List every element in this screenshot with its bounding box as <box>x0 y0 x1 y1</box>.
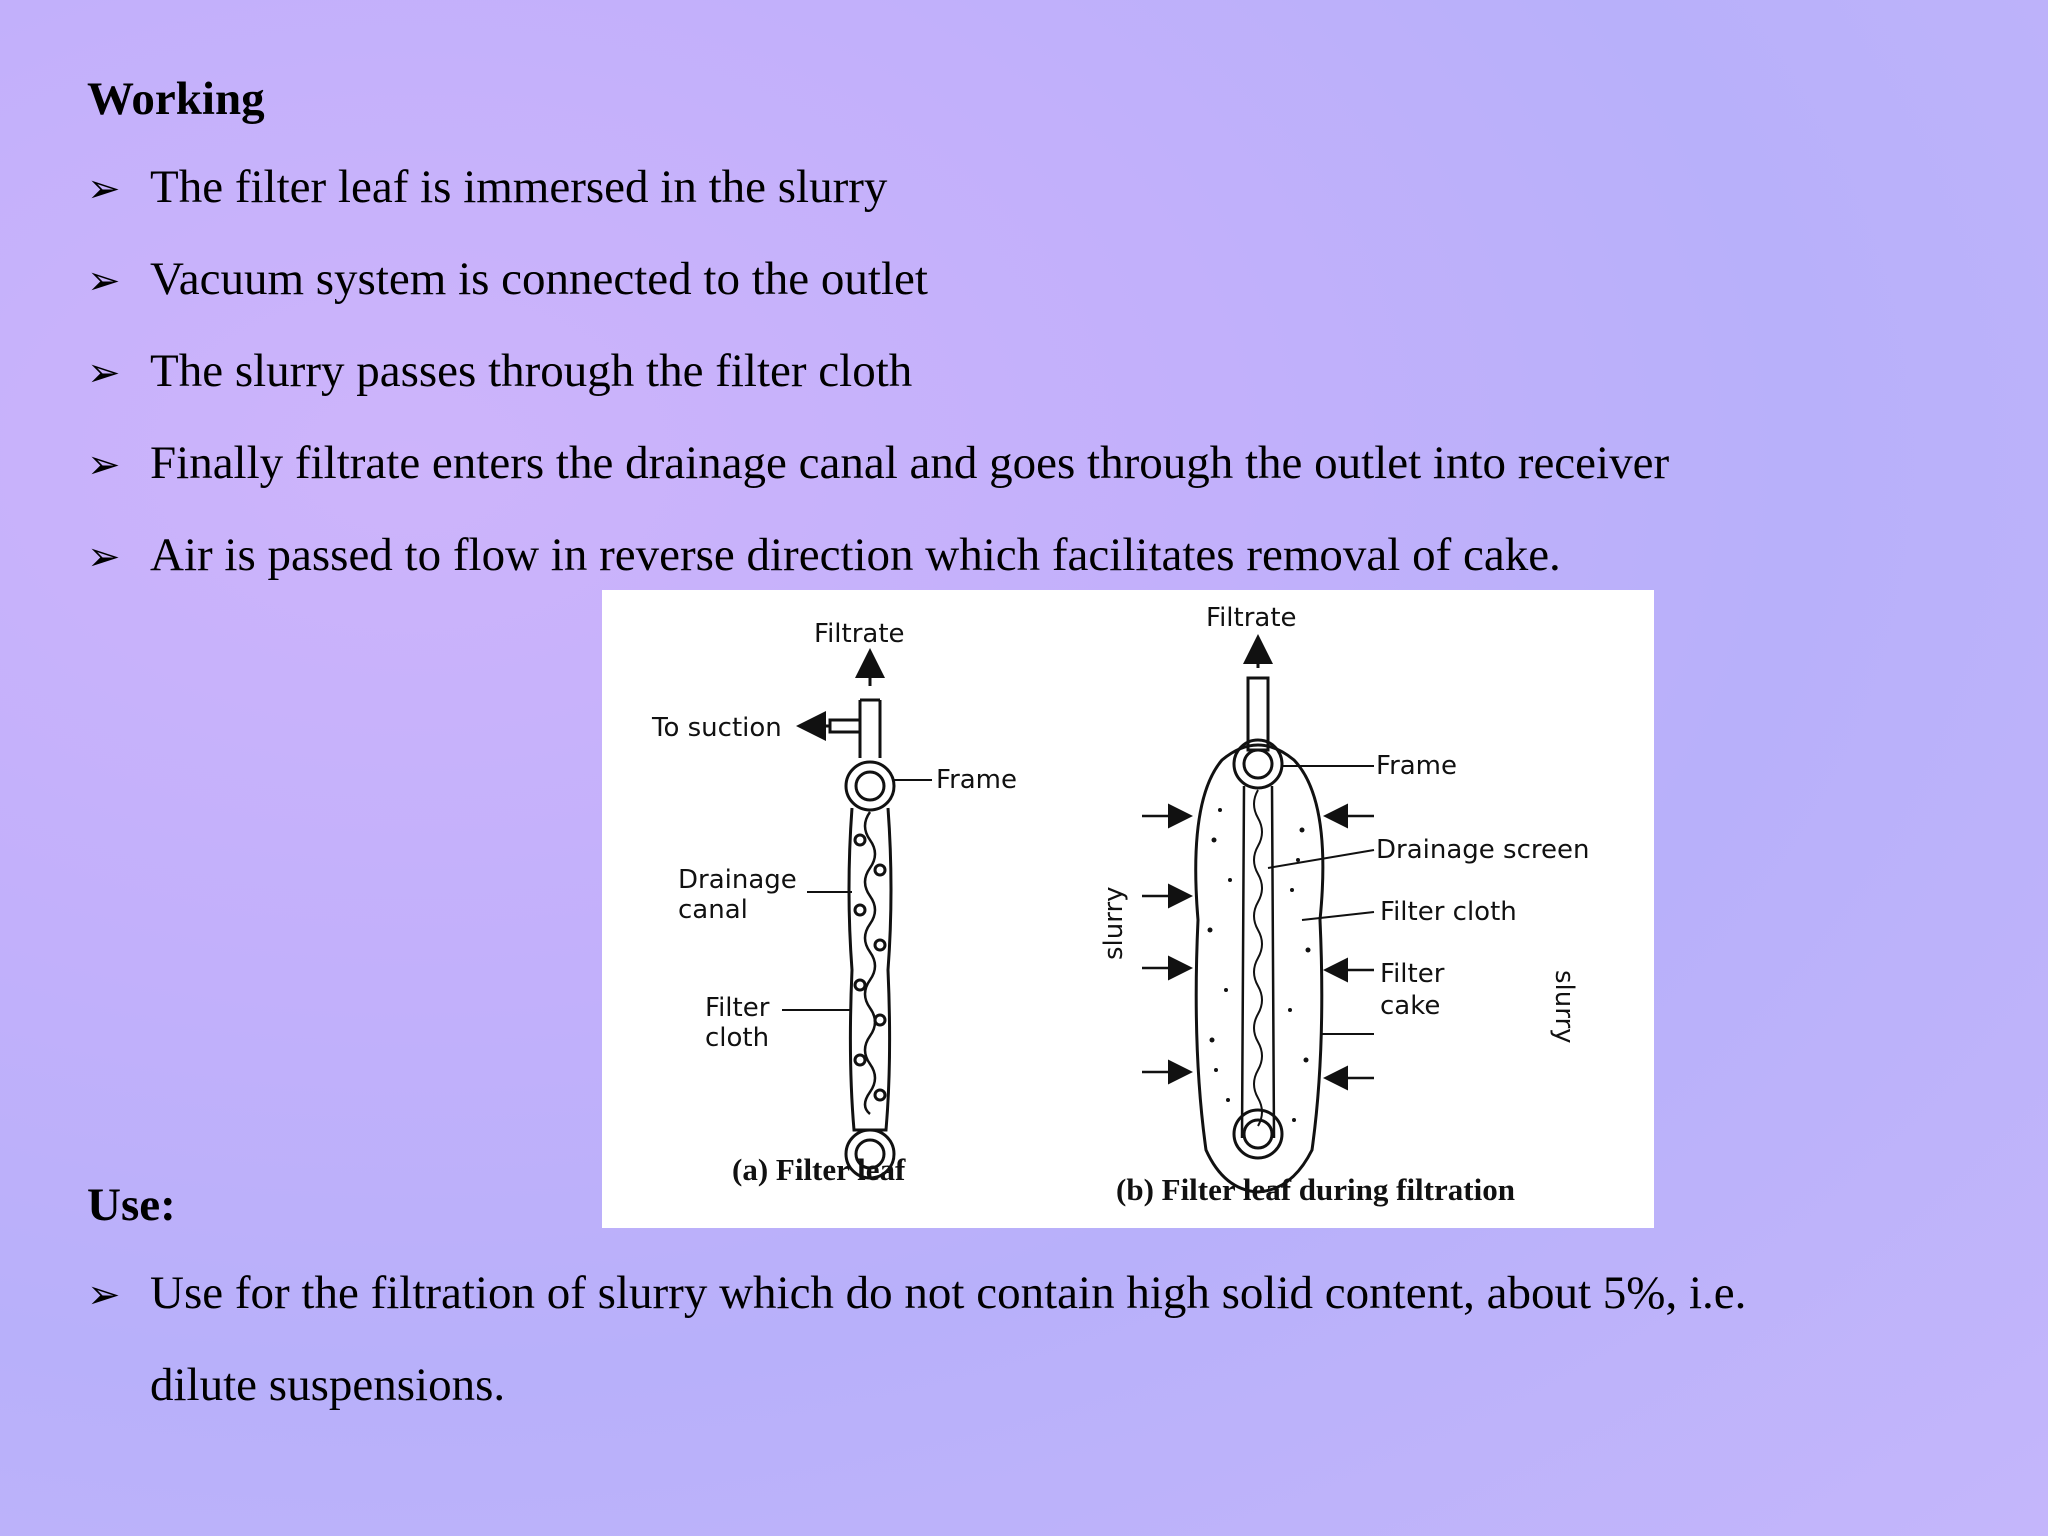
bullet-item <box>87 1267 1747 1431</box>
working-heading: Working <box>87 73 265 125</box>
arrowhead-bullet-icon: ➢ <box>87 534 121 579</box>
bullet-item <box>87 437 1670 509</box>
label-a-filter-2: cloth <box>705 1023 770 1053</box>
caption-b: (b) Filter leaf during filtration <box>1116 1172 1515 1207</box>
use-line-1: Use for the filtration of slurry which do not contain high solid content, about 5%, i.e. <box>150 1267 1747 1319</box>
bullet-text: Finally filtrate enters the drainage canal and goes through the outlet into receiver <box>150 437 1670 489</box>
filter-leaf-svg <box>602 590 1654 1228</box>
arrowhead-bullet-icon: ➢ <box>87 1272 121 1317</box>
label-a-frame: Frame <box>936 765 1018 795</box>
label-a-to-suction: To suction <box>652 713 782 743</box>
bullet-text: Vacuum system is connected to the outlet <box>150 253 928 305</box>
label-a-filtrate: Filtrate <box>814 619 905 649</box>
bullet-item <box>87 345 913 417</box>
bullet-item <box>87 161 888 233</box>
label-b-filter-cloth: Filter cloth <box>1380 897 1517 927</box>
bullet-text: The filter leaf is immersed in the slurry <box>150 161 888 213</box>
label-b-frame: Frame <box>1376 751 1458 781</box>
arrowhead-bullet-icon: ➢ <box>87 350 121 395</box>
bullet-text <box>150 1247 1746 1431</box>
label-b-slurry-left: slurry <box>1099 886 1129 960</box>
label-b-drainage-screen: Drainage screen <box>1376 835 1590 865</box>
arrowhead-bullet-icon: ➢ <box>87 258 121 303</box>
bullet-item <box>87 253 928 325</box>
arrowhead-bullet-icon: ➢ <box>87 442 121 487</box>
bullet-text: Air is passed to flow in reverse direction which facilitates removal of cake. <box>150 529 1561 581</box>
label-b-cake-1: Filter <box>1380 959 1445 989</box>
label-a-drainage-1: Drainage <box>678 865 797 895</box>
arrowhead-bullet-icon: ➢ <box>87 166 121 211</box>
filter-leaf-diagram <box>602 590 1654 1228</box>
cake-particles <box>1208 808 1311 1122</box>
label-b-cake-2: cake <box>1380 991 1441 1021</box>
use-heading: Use: <box>87 1179 176 1231</box>
use-line-2: dilute suspensions. <box>150 1359 506 1411</box>
bullet-text: The slurry passes through the filter cloth <box>150 345 913 397</box>
caption-a: (a) Filter leaf <box>732 1152 906 1187</box>
label-b-filtrate: Filtrate <box>1206 603 1297 633</box>
label-b-slurry-right: slurry <box>1549 970 1579 1044</box>
filter-leaf-a <box>782 654 932 1178</box>
filter-leaf-b <box>1142 640 1374 1192</box>
label-a-filter-1: Filter <box>705 993 770 1023</box>
label-a-drainage-2: canal <box>678 895 748 925</box>
